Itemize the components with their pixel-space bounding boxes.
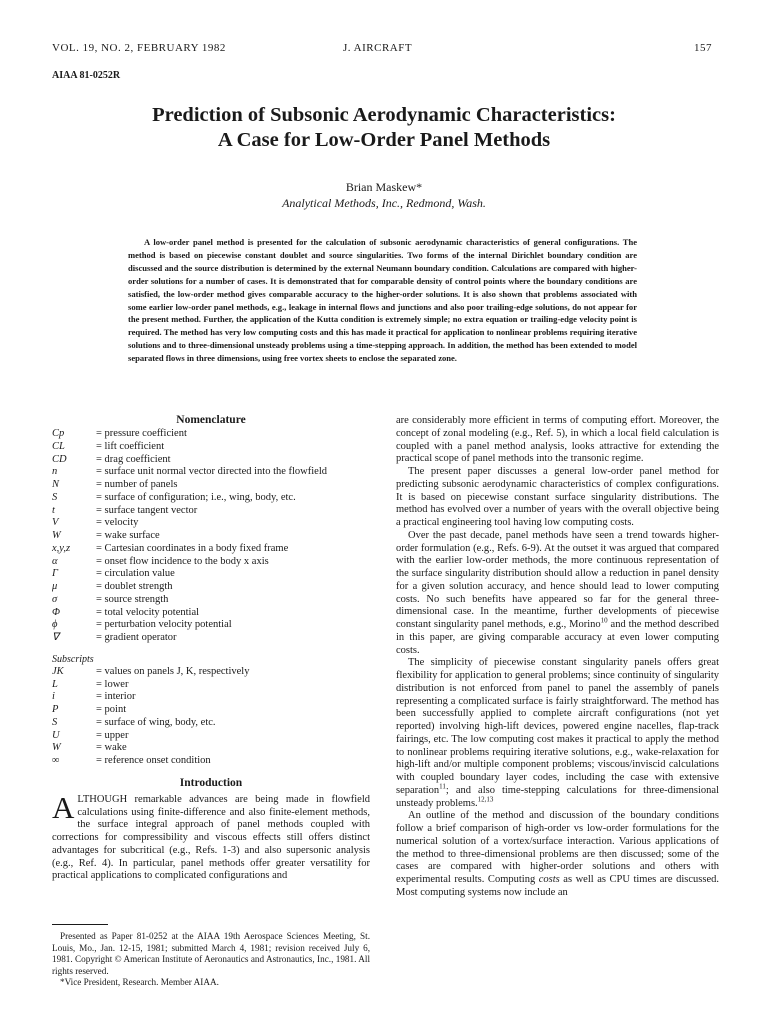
- subscript-row: [52, 717, 370, 730]
- subscript-symbol: S: [52, 716, 58, 728]
- nomenclature-row: [52, 619, 370, 632]
- nomenclature-symbol: Γ: [52, 568, 58, 580]
- subscript-row: [52, 704, 370, 717]
- nomenclature-description: = lift coefficient: [96, 440, 165, 452]
- nomenclature-title: Nomenclature: [176, 414, 246, 426]
- subscript-symbol: ∞: [52, 755, 60, 766]
- para4-text-a: The simplicity of piecewise constant singularity panels offers great flexibility for application to general problems; since continuity of singularity distribution is not enforced from panel to panel the assembly of panels representing a complicated surface is fairly straightforward. The method has been successfully applied to complete aircraft configurations (not yet reported) involving high-lift devices, powered engine nacelles, flap-track fairings, etc. The low computing cost makes it practical to apply the method to nonlinear problems requiring iterative solutions, e.g., wake-relaxation for high-lift and/or multiple component problems; viscous/inviscid calculations with coupled boundary layer codes, including the case with extensive separation: [396, 657, 719, 796]
- subscript-row: [52, 742, 370, 755]
- subscript-description: = wake: [96, 742, 127, 754]
- subscript-row: [52, 755, 370, 768]
- nomenclature-row: [52, 581, 370, 594]
- footnotes: [52, 931, 370, 989]
- nomenclature-list: [52, 428, 370, 645]
- subscript-description: = point: [96, 704, 127, 715]
- nomenclature-symbol: V: [52, 517, 59, 529]
- body-paragraph-1: are considerably more efficient in terms of computing effort. Moreover, the concept of zonal modeling (e.g., Ref. 5), in which a local field calculation is coupled with a panel method analysis, looks attractive for extending the practical scope of panel methods into the transonic regime.: [396, 415, 719, 465]
- para5-text-b: as well as CPU times are discussed. Most computing systems now include an: [396, 874, 720, 898]
- nomenclature-symbol: W: [52, 530, 61, 541]
- nomenclature-row: [52, 517, 370, 530]
- nomenclature-row: [52, 632, 370, 645]
- title-line-1: Prediction of Subsonic Aerodynamic Characteristics:: [152, 104, 616, 126]
- nomenclature-description: = surface unit normal vector directed into the flowfield: [96, 466, 328, 478]
- ref-separation: 11: [439, 782, 446, 791]
- nomenclature-symbol: N: [52, 479, 60, 490]
- subscript-description: = values on panels J, K, respectively: [96, 665, 250, 677]
- subscript-row: [52, 730, 370, 743]
- footnote-presented: Presented as Paper 81-0252 at the AIAA 19th Aerospace Sciences Meeting, St. Louis, Mo., Jan. 12-15, 1981; submitted March 4, 1981; revision received July 6, 1981. Copyright © American Institute of Aeronautics and Astronautics, Inc., 1981. All rights reserved.: [52, 931, 370, 976]
- journal-volume-info: VOL. 19, NO. 2, FEBRUARY 1982: [52, 42, 226, 54]
- subscript-description: = reference onset condition: [96, 755, 211, 766]
- nomenclature-description: = velocity: [96, 517, 139, 529]
- nomenclature-row: [52, 492, 370, 505]
- introduction-paragraph: [52, 789, 370, 883]
- subscript-description: = lower: [96, 678, 129, 690]
- subscript-symbol: U: [52, 729, 60, 741]
- nomenclature-symbol: n: [52, 466, 58, 478]
- nomenclature-description: = circulation value: [96, 568, 175, 580]
- ref-unsteady: 12,13: [477, 795, 494, 803]
- journal-name: J. AIRCRAFT: [343, 42, 413, 54]
- body-paragraph-5: [396, 810, 719, 899]
- nomenclature-description: = total velocity potential: [96, 606, 200, 618]
- introduction-title: Introduction: [179, 776, 243, 789]
- nomenclature-row: [52, 479, 370, 492]
- nomenclature-symbol: CD: [52, 453, 67, 465]
- nomenclature-description: = Cartesian coordinates in a body fixed frame: [96, 542, 289, 554]
- nomenclature-symbol: S: [52, 491, 58, 503]
- nomenclature-row: [52, 594, 370, 607]
- nomenclature-symbol: Cp: [52, 428, 65, 439]
- author-affiliation: Analytical Methods, Inc., Redmond, Wash.: [282, 196, 486, 210]
- para5-emphasis: costs: [538, 874, 560, 885]
- subscript-symbol: L: [52, 678, 58, 690]
- para4-text-b: ; and also time-stepping calculations for three-dimensional unsteady problems.: [396, 784, 719, 809]
- nomenclature-description: = source strength: [96, 593, 169, 605]
- subscripts-list: [52, 666, 370, 768]
- body-paragraph-4: [396, 657, 719, 810]
- nomenclature-description: = number of panels: [96, 479, 178, 490]
- nomenclature-symbol: x,y,z: [52, 542, 71, 554]
- subscript-symbol: i: [52, 691, 55, 703]
- nomenclature-symbol: t: [52, 504, 55, 516]
- nomenclature-row: [52, 607, 370, 620]
- subscript-symbol: W: [52, 742, 61, 754]
- subscript-description: = interior: [96, 691, 136, 703]
- title-line-2: A Case for Low-Order Panel Methods: [217, 129, 551, 151]
- nomenclature-description: = perturbation velocity potential: [96, 619, 232, 631]
- ref-morino: 10: [600, 616, 608, 625]
- nomenclature-row: [52, 466, 370, 479]
- nomenclature-symbol: Φ: [52, 606, 60, 618]
- nomenclature-row: [52, 556, 370, 569]
- subscripts-title: Subscripts: [52, 653, 94, 665]
- nomenclature-symbol: CL: [52, 440, 65, 452]
- page-number: 157: [694, 42, 712, 54]
- nomenclature-row: [52, 543, 370, 556]
- right-column: [396, 415, 719, 900]
- nomenclature-symbol: ϕ: [52, 619, 58, 631]
- left-column: [52, 413, 370, 883]
- footnote-rule: [52, 924, 108, 925]
- body-paragraph-3: [396, 530, 719, 658]
- paper-title: [0, 103, 768, 153]
- nomenclature-symbol: μ: [52, 581, 58, 592]
- nomenclature-row: [52, 568, 370, 581]
- subscript-description: = surface of wing, body, etc.: [96, 716, 216, 728]
- footnote-author: *Vice President, Research. Member AIAA.: [60, 977, 219, 987]
- nomenclature-row: [52, 441, 370, 454]
- introduction-first-paragraph: LTHOUGH remarkable advances are being made in flowfield calculations using finite-difference and also finite-element methods, the surface integral approach of panel methods coupled with corrections for compressibility and viscous effects still offers distinct advantages for subcritical (e.g., Refs. 1-3) and also supersonic analysis (e.g., Ref. 4). In particular, panel methods offer greater versatility for practical applications to complicated configurations and: [52, 793, 370, 882]
- nomenclature-description: = gradient operator: [96, 632, 177, 643]
- para3-text-b: and the method described in this paper, are giving comparable accuracy at even lower computing costs.: [396, 619, 719, 656]
- abstract: A low-order panel method is presented for the calculation of subsonic aerodynamic characteristics of general configurations. The method is based on piecewise constant doublet and source singularities. Two forms of the internal Dirichlet boundary condition are discussed and the source distribution is determined by the external Neumann boundary condition. Calculations are compared with higher-order solutions for a number of cases. It is demonstrated that for comparable density of control points where the boundary conditions are satisfied, the low-order method gives comparable accuracy to the higher-order solutions. It is also shown that problems associated with some earlier low-order panel methods, e.g., leakage in internal flows and junctions and also poor trailing-edge solutions, do not appear for the present method. Further, the application of the Kutta condition is extremely simple; no extra equation or trailing-edge velocity point is required. The method has very low computing costs and this has made it practical for application to nonlinear problems requiring iterative solutions and to three-dimensional unsteady problems using a time-stepping approach. In addition, the method has been extended to model separated flows in three dimensions, using free vortex sheets to enclose the separated zone.: [128, 237, 637, 364]
- para5-text-a: An outline of the method and discussion of the boundary conditions follow a brief comparison of high-order vs low-order formulations for the numerical solution of a vortex/surface interaction. Various applications of the method to three-dimensional problems are then discussed; some of the cases are compared with higher-order solutions and others with experimental results. Computing: [396, 810, 719, 885]
- nomenclature-row: [52, 505, 370, 518]
- nomenclature-description: = drag coefficient: [96, 453, 171, 465]
- subscript-row: [52, 691, 370, 704]
- subscript-description: = upper: [96, 729, 129, 741]
- nomenclature-symbol: α: [52, 555, 58, 567]
- nomenclature-description: = onset flow incidence to the body x axis: [96, 555, 269, 567]
- drop-cap: A: [52, 789, 75, 825]
- nomenclature-description: = surface tangent vector: [96, 504, 198, 516]
- body-paragraph-2: The present paper discusses a general low-order panel method for predicting subsonic aerodynamic characteristics of complex configurations. It is based on piecewise constant surface singularity distributions. The method has evolved over a number of years with the overall objective being a practical engineering tool having low computing costs.: [396, 466, 719, 528]
- nomenclature-description: = wake surface: [96, 530, 160, 541]
- subscript-symbol: P: [52, 704, 59, 715]
- nomenclature-description: = pressure coefficient: [96, 428, 187, 439]
- para3-text-a: Over the past decade, panel methods have seen a trend towards higher-order formulation (e.g., Refs. 6-9). At the outset it was argued that compared with the earlier low-order methods, the more continuous representation of the surface singularity distribution should allow a reduction in panel density for a given solution accuracy, and hence should lead to lower computing costs. No such benefits have appeared so far for the general three-dimensional case. In the meantime, further developments of piecewise constant singularity panel methods, e.g., Morino: [396, 529, 719, 630]
- paper-number: AIAA 81-0252R: [52, 70, 121, 81]
- nomenclature-symbol: σ: [52, 593, 58, 605]
- nomenclature-description: = surface of configuration; i.e., wing, body, etc.: [96, 491, 296, 503]
- nomenclature-row: [52, 530, 370, 543]
- nomenclature-row: [52, 454, 370, 467]
- nomenclature-symbol: ∇: [52, 632, 60, 643]
- subscript-row: [52, 666, 370, 679]
- author-name: Brian Maskew*: [345, 180, 423, 194]
- nomenclature-row: [52, 428, 370, 441]
- nomenclature-description: = doublet strength: [96, 581, 173, 592]
- subscript-symbol: JK: [52, 665, 64, 677]
- subscript-row: [52, 679, 370, 692]
